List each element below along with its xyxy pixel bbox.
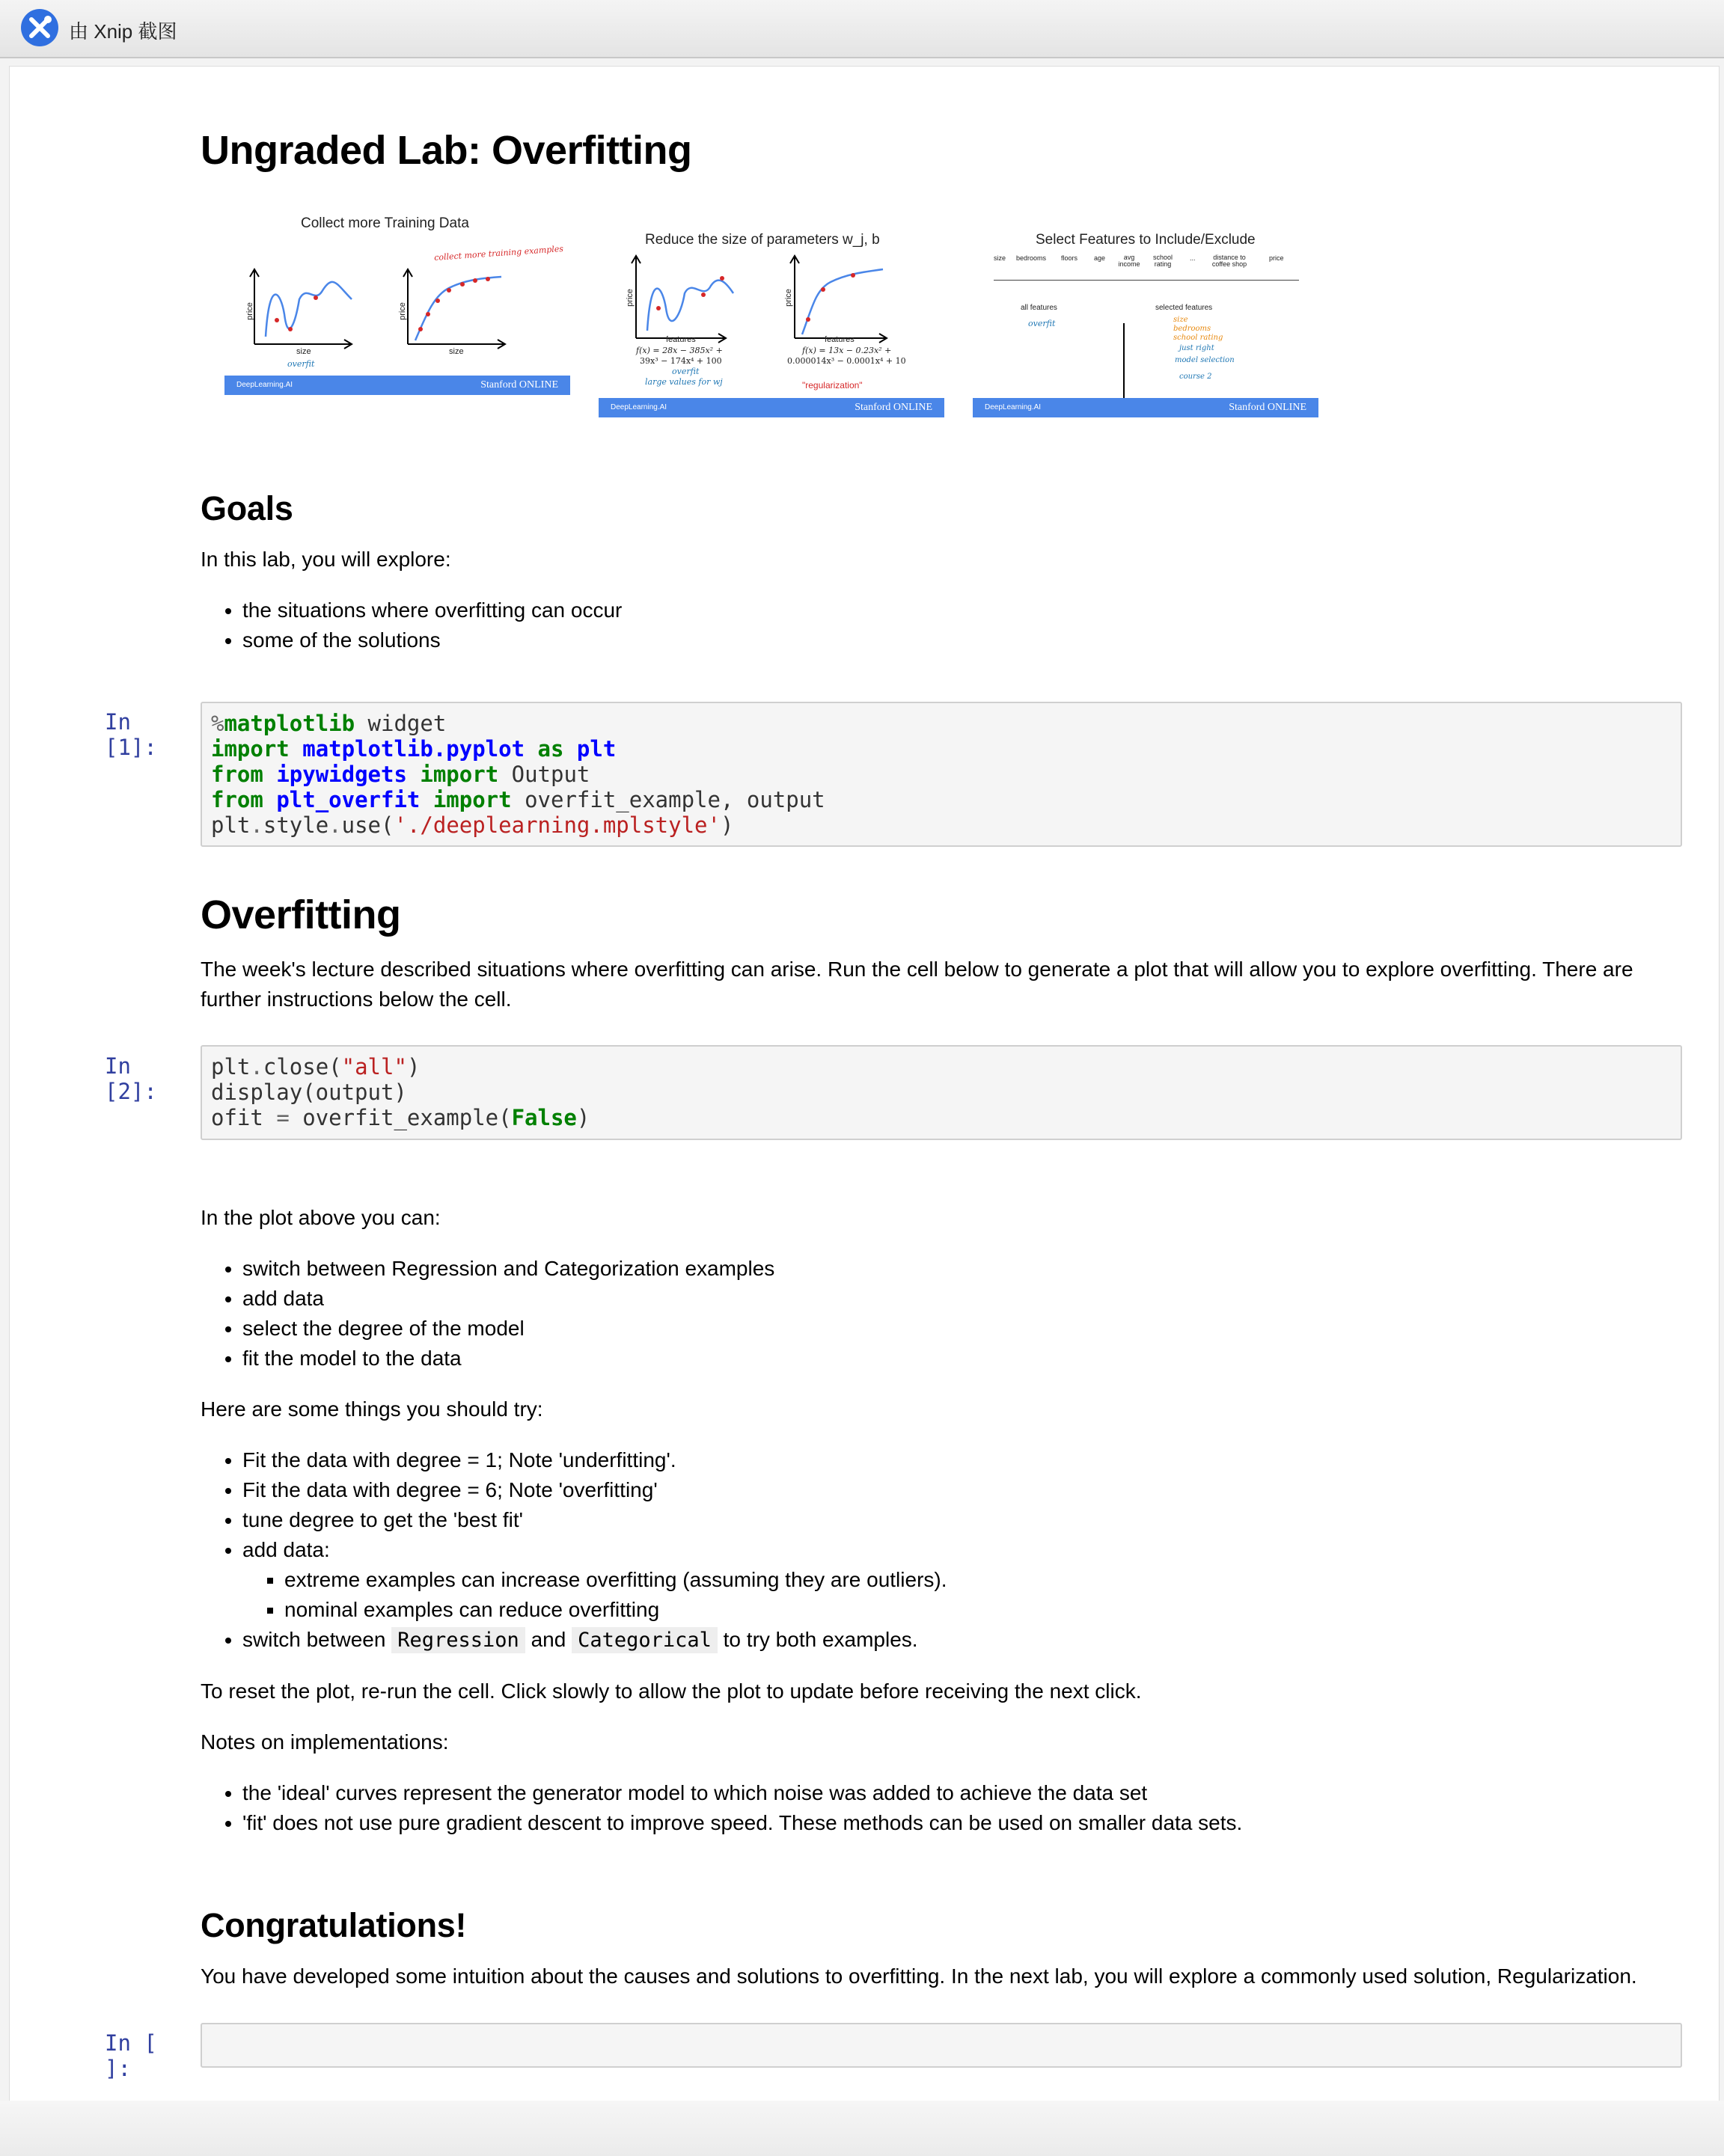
list-item: • fit the model to the data [242, 1344, 1675, 1373]
axis-label-features: features [666, 335, 696, 344]
selected-feature: school rating [1173, 334, 1223, 342]
overfit-label: overfit [1028, 319, 1056, 328]
just-right-label: just right [1179, 344, 1214, 352]
course2-label: course 2 [1179, 373, 1212, 381]
list-item: • add data [242, 1284, 1675, 1314]
feature-table: size bedrooms floors age avg income school rating ... distance to coffee shop price [994, 253, 1299, 281]
selected-feature: size [1173, 316, 1188, 324]
equation-regularized: f(x) = 13x − 0.23x² + [802, 346, 892, 355]
model-selection-label: model selection [1175, 356, 1235, 364]
list-item: • switch between Regression and Categorization examples [242, 1254, 1675, 1284]
list-item: • 'fit' does not use pure gradient descent to improve speed. These methods can be used on smaller data sets. [242, 1808, 1675, 1838]
goals-intro: In this lab, you will explore: [201, 548, 451, 571]
page-title: Ungraded Lab: Overfitting [201, 128, 692, 173]
bottom-strip [0, 2101, 1724, 2156]
overfitting-section [201, 892, 1675, 1014]
title-cell [201, 127, 1675, 174]
app-title: 由 Xnip 截图 [69, 20, 177, 43]
selected-feature: bedrooms [1173, 325, 1211, 333]
notes-intro: Notes on implementations: [201, 1730, 449, 1754]
list-item: • some of the solutions [242, 625, 1675, 655]
xnip-logo-icon [21, 9, 58, 46]
list-item: • add data: ▪ extreme examples can increase overfitting (assuming they are outliers). ▪ nominal examples can reduce overfitting [242, 1535, 1675, 1625]
try-intro: Here are some things you should try: [201, 1397, 543, 1421]
image-select-features [973, 226, 1318, 422]
congrats-text: You have developed some intuition about the causes and solutions to overfitting. In the next lab, you will explore a commonly used solution, Regularization. [201, 1964, 1637, 1988]
reset-text: To reset the plot, re-run the cell. Click slowly to allow the plot to update before receiving the next click. [201, 1679, 1142, 1703]
try-list [201, 1445, 1675, 1656]
list-item: • switch between Regression and Categorical to try both examples. [242, 1625, 1675, 1656]
overfit-label: overfit [672, 367, 700, 376]
congrats-section [201, 1906, 1675, 1991]
selected-features-label: selected features [1155, 304, 1213, 312]
image-title: Select Features to Include/Exclude [1036, 232, 1256, 248]
equation-regularized: 0.000014x³ − 0.0001x⁴ + 10 [787, 356, 906, 366]
app-titlebar [0, 0, 1724, 58]
code-editor[interactable] [202, 2024, 1681, 2065]
course-banner: DeepLearning.AI Stanford ONLINE [224, 376, 570, 395]
large-values-label: large values for wj [645, 377, 723, 387]
course-banner: DeepLearning.AI Stanford ONLINE [599, 398, 944, 417]
all-features-label: all features [1021, 304, 1057, 312]
axis-label-price: price [783, 289, 793, 307]
goals-section [201, 489, 1675, 655]
code-cell-3[interactable] [201, 2023, 1682, 2068]
code-editor[interactable]: %matplotlib widget import matplotlib.pyplot as plt from ipywidgets import Output from plt_overfit import overfit_example, output plt.style.use('./deeplearning.mplstyle') [211, 711, 825, 838]
list-item: • Fit the data with degree = 1; Note 'underfitting'. [242, 1445, 1675, 1475]
inline-code: Regression [391, 1627, 525, 1653]
axis-label-price: price [397, 302, 407, 320]
cell-prompt: In [2]: [105, 1053, 157, 1104]
notes-list [201, 1778, 1675, 1838]
axis-label-price: price [625, 289, 635, 307]
goals-list [201, 595, 1675, 655]
list-item: • select the degree of the model [242, 1314, 1675, 1344]
course-banner: DeepLearning.AI Stanford ONLINE [973, 398, 1318, 417]
equation-overfit: f(x) = 28x − 385x² + [636, 346, 723, 355]
goals-heading: Goals [201, 489, 293, 527]
code-cell-2[interactable] [201, 1045, 1682, 1140]
axis-label-price: price [245, 302, 254, 320]
axis-label-size: size [449, 347, 464, 356]
axis-label-features: features [825, 335, 855, 344]
list-item: ▪ nominal examples can reduce overfitting [284, 1595, 1675, 1625]
image-title: Reduce the size of parameters w_j, b [645, 232, 880, 248]
list-item: • Fit the data with degree = 6; Note 'overfitting' [242, 1475, 1675, 1505]
list-item: • the situations where overfitting can occur [242, 595, 1675, 625]
overfitting-text: The week's lecture described situations where overfitting can arise. Run the cell below to generate a plot that will allow you to explore overfitting. There are further instructions below the cell. [201, 958, 1633, 1011]
can-list [201, 1254, 1675, 1373]
list-item: • the 'ideal' curves represent the generator model to which noise was added to achieve the data set [242, 1778, 1675, 1808]
collect-more-note: collect more training examples [433, 243, 564, 263]
inline-code: Categorical [572, 1627, 718, 1653]
add-data-sublist [242, 1565, 1675, 1625]
code-editor[interactable]: plt.close("all") display(output) ofit = overfit_example(False) [211, 1054, 590, 1130]
list-item: • tune degree to get the 'best fit' [242, 1505, 1675, 1535]
code-cell-1[interactable] [201, 702, 1682, 847]
image-collect-more-data [224, 209, 570, 405]
image-title: Collect more Training Data [301, 215, 469, 231]
list-item: ▪ extreme examples can increase overfitting (assuming they are outliers). [284, 1565, 1675, 1595]
image-reduce-parameters [599, 226, 944, 422]
congrats-heading: Congratulations! [201, 1906, 467, 1944]
regularization-label: "regularization" [802, 380, 863, 391]
cell-prompt: In [ ]: [105, 2030, 157, 2081]
cell-prompt: In [1]: [105, 709, 157, 760]
axis-label-size: size [296, 347, 311, 356]
feature-select-sketch [973, 248, 1318, 398]
overfit-label: overfit [287, 359, 315, 369]
instructions-intro: In the plot above you can: [201, 1206, 441, 1229]
instructions-section [201, 1203, 1675, 1838]
overfitting-heading: Overfitting [201, 892, 401, 937]
equation-overfit: 39x³ − 174x⁴ + 100 [640, 356, 722, 366]
